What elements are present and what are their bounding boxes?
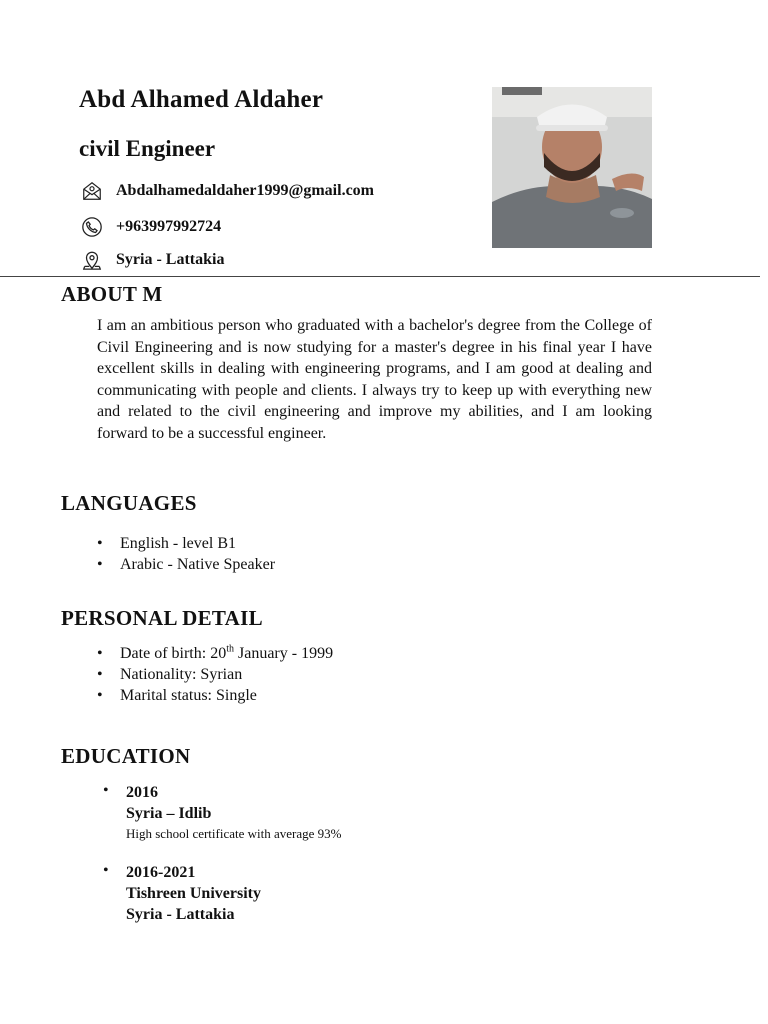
education-heading: EDUCATION bbox=[61, 744, 191, 768]
job-title: civil Engineer bbox=[79, 136, 216, 161]
phone-icon bbox=[80, 215, 104, 239]
languages-heading: LANGUAGES bbox=[61, 491, 197, 515]
education-year: • 2016 bbox=[126, 784, 158, 801]
email-text[interactable]: Abdalhamedaldaher1999@gmail.com bbox=[116, 182, 374, 199]
list-item: • English - level B1 bbox=[97, 533, 275, 554]
list-item: • Arabic - Native Speaker bbox=[97, 554, 275, 575]
education-note: High school certificate with average 93% bbox=[126, 826, 342, 841]
location-pin-icon bbox=[80, 248, 104, 272]
candidate-name: Abd Alhamed Aldaher bbox=[79, 86, 324, 113]
dob-suffix: January - 1999 bbox=[233, 645, 334, 662]
contact-phone-row bbox=[80, 215, 221, 239]
personal-detail-heading: PERSONAL DETAIL bbox=[61, 606, 263, 630]
about-heading: ABOUT M bbox=[61, 282, 163, 306]
list-item bbox=[103, 862, 261, 925]
contact-location-row bbox=[80, 248, 224, 272]
dob-superscript: th bbox=[226, 643, 234, 655]
dob-prefix: Date of birth: 20 bbox=[120, 645, 227, 662]
location-text: Syria - Lattakia bbox=[116, 251, 225, 268]
education-institution: Tishreen University bbox=[126, 885, 261, 902]
education-place: Syria - Lattakia bbox=[126, 906, 235, 923]
education-entry-2 bbox=[103, 862, 261, 925]
date-of-birth-item bbox=[97, 643, 333, 664]
about-paragraph: I am an ambitious person who graduated with a bachelor's degree from the College of Civil Engineering and is now studying for a master's degree in his final year I have excellent skills in dealing with engineering programs, and I am good at dealing and communicating with people and clients. I always try to keep up with everything new and related to the civil engineering and improve my abilities, and I am looking forward to be a successful engineer. bbox=[97, 317, 652, 442]
education-place: Syria – Idlib bbox=[126, 805, 212, 822]
header-divider bbox=[0, 276, 760, 277]
list-item bbox=[103, 782, 342, 844]
nationality-item: • Nationality: Syrian bbox=[97, 664, 333, 685]
profile-photo bbox=[492, 87, 652, 248]
personal-detail-list bbox=[97, 643, 333, 706]
education-year: • 2016-2021 bbox=[126, 864, 196, 881]
marital-status-item: • Marital status: Single bbox=[97, 685, 333, 706]
envelope-icon bbox=[80, 179, 104, 203]
education-entry-1 bbox=[103, 782, 342, 844]
contact-email-row bbox=[80, 179, 374, 203]
languages-list bbox=[97, 533, 275, 575]
phone-text[interactable]: +963997992724 bbox=[116, 218, 222, 235]
